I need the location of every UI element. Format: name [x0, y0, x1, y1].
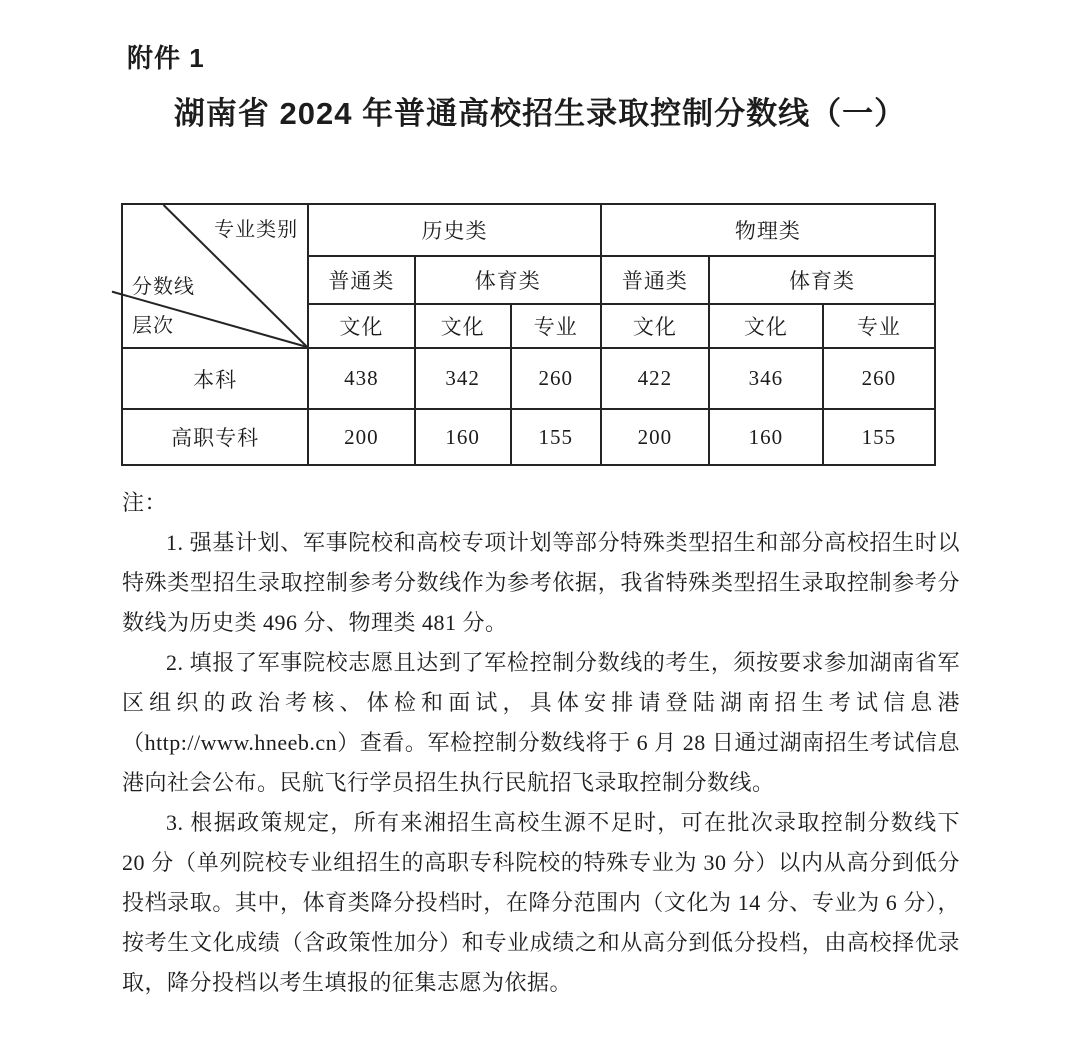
score-cell: 422	[601, 348, 709, 409]
score-cell: 200	[308, 409, 415, 465]
score-cell: 160	[415, 409, 511, 465]
notes-label: 注：	[122, 490, 168, 515]
colheader-culture-physics-general: 文化	[601, 304, 709, 348]
score-table	[121, 203, 936, 466]
attachment-label: 附件 1	[127, 43, 205, 73]
score-cell: 200	[601, 409, 709, 465]
subheader-sports-history: 体育类	[415, 256, 601, 304]
colheader-major-history-sports: 专业	[511, 304, 601, 348]
colheader-culture-physics-sports: 文化	[709, 304, 823, 348]
score-cell: 342	[415, 348, 511, 409]
colheader-culture-history-general: 文化	[308, 304, 415, 348]
subheader-general-physics: 普通类	[601, 256, 709, 304]
notes-section	[122, 483, 960, 1003]
corner-label-category: 专业类别	[214, 219, 299, 241]
score-cell: 160	[709, 409, 823, 465]
score-cell: 260	[511, 348, 601, 409]
page-title: 湖南省 2024 年普通高校招生录取控制分数线（一）	[173, 96, 907, 131]
score-cell: 346	[709, 348, 823, 409]
score-cell: 260	[823, 348, 935, 409]
note-item-3: 3. 根据政策规定，所有来湘招生高校生源不足时，可在批次录取控制分数线下 20 分（单列院校专业组招生的高职专科院校的特殊专业为 30 分）以内从高分到低分投档录取。其中，体育类降分投档时，在降分范围内（文化为 14 分、专业为 6 分），按考生文化成绩（含政策性加分）和专业成绩之和从高分到低分投档，由高校择优录取，降分投档以考生填报的征集志愿为依据。	[122, 810, 960, 995]
diagonal-header-cell	[122, 204, 308, 348]
table-row-vocational	[122, 409, 935, 465]
note-item-1: 1. 强基计划、军事院校和高校专项计划等部分特殊类型招生和部分高校招生时以特殊类型招生录取控制参考分数线作为参考依据，我省特殊类型招生录取控制参考分数线为历史类 496 分、物理类 481 分。	[122, 530, 960, 635]
corner-label-scoreline: 分数线	[132, 276, 195, 298]
score-cell: 155	[823, 409, 935, 465]
note-item-2: 2. 填报了军事院校志愿且达到了军检控制分数线的考生，须按要求参加湖南省军区组织的政治考核、体检和面试，具体安排请登陆湖南招生考试信息港（http://www.hneeb.cn）查看。军检控制分数线将于 6 月 28 日通过湖南招生考试信息港向社会公布。民航飞行学员招生执行民航招飞录取控制分数线。	[122, 650, 960, 795]
corner-label-level: 层次	[132, 315, 174, 337]
colheader-major-physics-sports: 专业	[823, 304, 935, 348]
subheader-general-history: 普通类	[308, 256, 415, 304]
colheader-culture-history-sports: 文化	[415, 304, 511, 348]
group-header-history: 历史类	[308, 204, 601, 256]
score-cell: 155	[511, 409, 601, 465]
score-cell: 438	[308, 348, 415, 409]
table-row-undergraduate	[122, 348, 935, 409]
group-header-physics: 物理类	[601, 204, 935, 256]
row-label-undergraduate: 本科	[122, 348, 308, 409]
subheader-sports-physics: 体育类	[709, 256, 935, 304]
row-label-vocational: 高职专科	[122, 409, 308, 465]
